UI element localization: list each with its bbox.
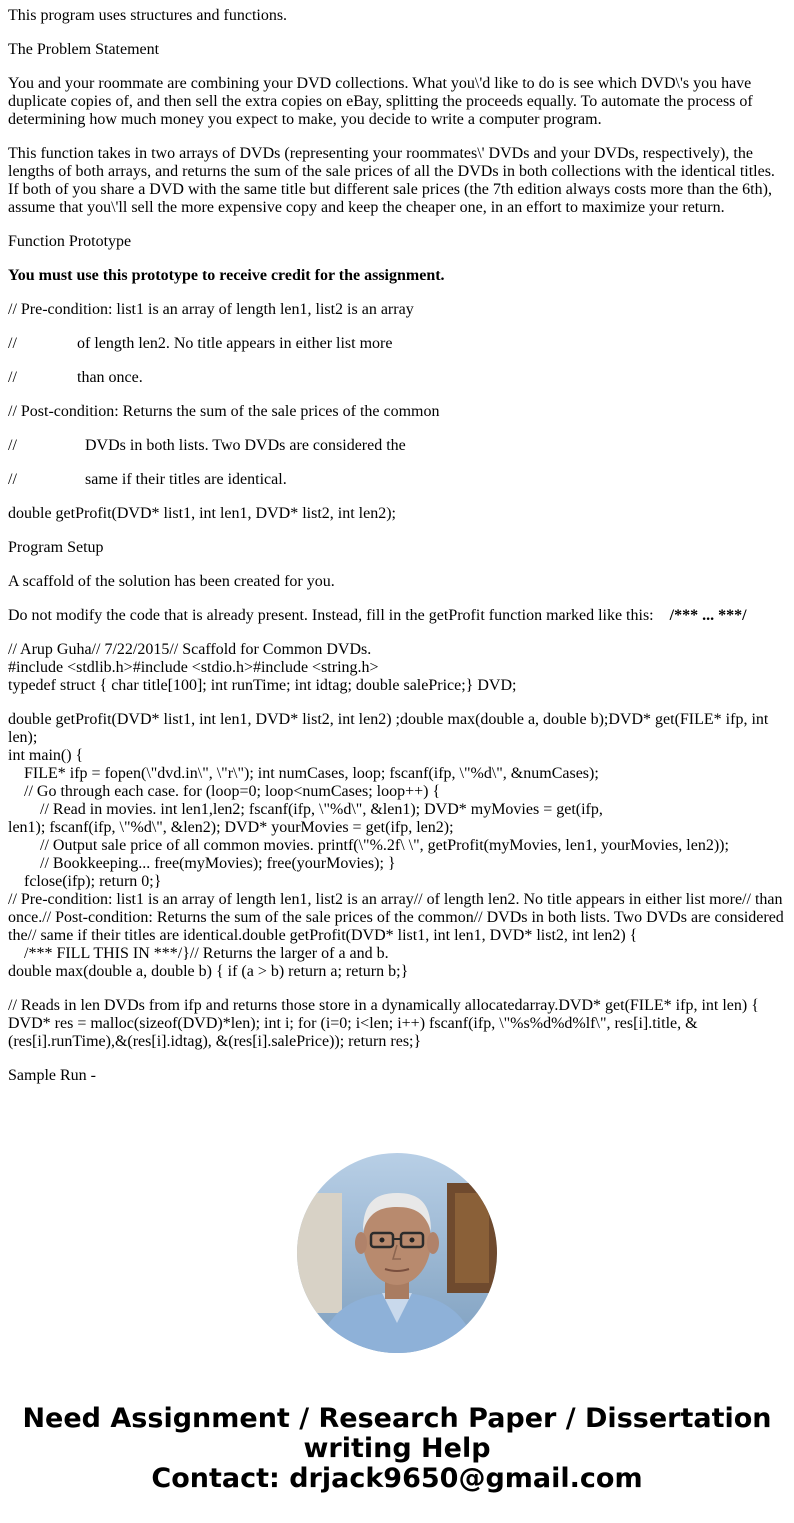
code-line: int main() { xyxy=(8,747,84,764)
comment-line-3 xyxy=(8,369,786,387)
prototype-declaration: double getProfit(DVD* list1, int len1, DVD* list2, int len2); xyxy=(8,505,396,522)
prototype-note: You must use this prototype to receive credit for the assignment. xyxy=(8,267,445,284)
comment-slashes: // xyxy=(8,335,17,352)
code-line: // Bookkeeping... free(myMovies); free(yourMovies); } xyxy=(40,855,396,872)
code-line: /*** FILL THIS IN ***/}// Returns the larger of a and b. xyxy=(24,945,389,962)
code-line: double getProfit(DVD* list1, int len1, DVD* list2, int len2) ;double max(double a, double b);DVD* get(FILE* ifp, int len); xyxy=(8,711,769,746)
code-line: // Read in movies. int len1,len2; fscanf(ifp, \"%d\", &len1); DVD* myMovies = get(ifp, xyxy=(40,801,603,818)
setup-paragraph-2 xyxy=(8,607,786,625)
setup-heading: Program Setup xyxy=(8,539,104,556)
code-line: typedef struct { char title[100]; int runTime; int idtag; double salePrice;} DVD; xyxy=(8,677,517,694)
fill-marker: /*** ... ***/ xyxy=(669,607,747,624)
contact-footer xyxy=(0,1404,794,1494)
comment-slashes: // xyxy=(8,369,17,386)
prototype-heading: Function Prototype xyxy=(8,233,132,250)
comment-text: DVDs in both lists. Two DVDs are considered the xyxy=(85,437,406,454)
footer-help-line: Need Assignment / Research Paper / Dissertation writing Help xyxy=(22,1403,772,1464)
setup-paragraph-1: A scaffold of the solution has been created for you. xyxy=(8,573,335,590)
problem-heading: The Problem Statement xyxy=(8,41,160,58)
comment-line-5 xyxy=(8,437,786,455)
comment-line-2 xyxy=(8,335,786,353)
comment-slashes: // xyxy=(8,437,17,454)
code-line: #include <stdlib.h>#include <stdio.h>#include <string.h> xyxy=(8,659,379,676)
comment-text: same if their titles are identical. xyxy=(85,471,287,488)
comment-text: of length len2. No title appears in either list more xyxy=(77,335,393,352)
code-line: len1); fscanf(ifp, \"%d\", &len2); DVD* yourMovies = get(ifp, len2); xyxy=(8,819,454,836)
comment-line-4: // Post-condition: Returns the sum of the sale prices of the common xyxy=(8,403,440,420)
code-line: // Reads in len DVDs from ifp and returns those store in a dynamically allocatedarray.DVD* get(FILE* ifp, int len) { DVD* res = malloc(sizeof(DVD)*len); int i; for (i=0; i<len; i++) fscanf(ifp, \"%s%d%d%lf\", res[i].title, &(res[i].runTime),&(res[i].idtag), &(res[i].salePrice)); return res;} xyxy=(8,997,759,1050)
code-line: // Arup Guha// 7/22/2015// Scaffold for Common DVDs. xyxy=(8,641,372,658)
code-line: // Go through each case. for (loop=0; loop<numCases; loop++) { xyxy=(24,783,441,800)
comment-line-1: // Pre-condition: list1 is an array of length len1, list2 is an array xyxy=(8,301,414,318)
author-avatar xyxy=(297,1153,497,1353)
comment-text: than once. xyxy=(77,369,143,386)
document-body xyxy=(8,7,786,1101)
problem-paragraph-1: You and your roommate are combining your DVD collections. What you\'d like to do is see which DVD\'s you have duplicate copies of, and then sell the extra copies on eBay, splitting the proceeds equally. To automate the process of determining how much money you expect to make, you decide to write a computer program. xyxy=(8,75,753,128)
code-line: FILE* ifp = fopen(\"dvd.in\", \"r\"); int numCases, loop; fscanf(ifp, \"%d\", &numCases); xyxy=(24,765,599,782)
code-line: // Output sale price of all common movies. printf(\"%.2f\ \", getProfit(myMovies, len1, yourMovies, len2)); xyxy=(40,837,729,854)
code-line: double max(double a, double b) { if (a > b) return a; return b;} xyxy=(8,963,409,980)
comment-slashes: // xyxy=(8,471,17,488)
intro-text: This program uses structures and functions. xyxy=(8,7,288,24)
setup-instruction: Do not modify the code that is already present. Instead, fill in the getProfit function marked like this: xyxy=(8,607,654,624)
code-line: fclose(ifp); return 0;} xyxy=(24,873,162,890)
footer-contact-line: Contact: drjack9650@gmail.com xyxy=(151,1463,643,1494)
person-portrait-icon xyxy=(297,1153,497,1353)
sample-run-label: Sample Run - xyxy=(8,1067,96,1084)
code-line: // Pre-condition: list1 is an array of length len1, list2 is an array// of length len2. No title appears in either list more// than once.// Post-condition: Returns the sum of the sale prices of the common// DVDs in both lists. Two DVDs are considered the// same if their titles are identical.double getProfit(DVD* list1, int len1, DVD* list2, int len2) { xyxy=(8,891,784,944)
problem-paragraph-2: This function takes in two arrays of DVDs (representing your roommates\' DVDs and your DVDs, respectively), the lengths of both arrays, and returns the sum of the sale prices of all the DVDs in both collections with the identical titles. If both of you share a DVD with the same title but different sale prices (the 7th edition always costs more than the 6th), assume that you\'ll sell the more expensive copy and keep the cheaper one, in an effort to maximize your return. xyxy=(8,145,775,216)
code-scaffold xyxy=(8,641,786,1051)
comment-line-6 xyxy=(8,471,786,489)
